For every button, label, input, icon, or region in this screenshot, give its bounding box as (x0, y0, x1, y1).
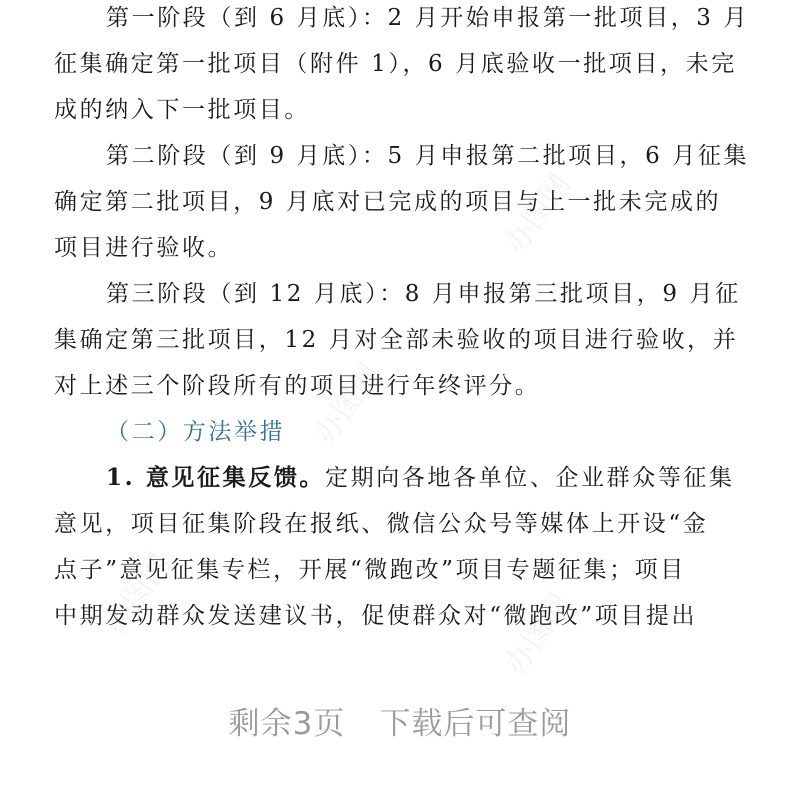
remaining-pages-label: 剩余3页 (228, 706, 346, 742)
measure1-lead: 1. 意见征集反馈。 (106, 464, 326, 491)
measure1-line3: 点子”意见征集专栏，开展“微跑改”项目专题征集；项目 (54, 557, 686, 583)
watermark-3: 办图网 (97, 547, 179, 641)
stage2-line2: 确定第二批项目，9 月底对已完成的项目与上一批未完成的 (54, 189, 722, 215)
download-prompt[interactable] (0, 698, 800, 743)
watermark-2: 办图网 (307, 357, 389, 451)
stage2-line1: 第二阶段（到 9 月底）：5 月申报第二批项目，6 月征集 (106, 143, 750, 169)
stage3-line1: 第三阶段（到 12 月底）：8 月申报第三批项目，9 月征 (106, 281, 741, 307)
stage1-line2: 征集确定第一批项目（附件 1），6 月底验收一批项目，未完 (54, 51, 737, 77)
stage1-line3: 成的纳入下一批项目。 (54, 97, 310, 123)
measure1-line1 (54, 455, 748, 501)
watermark-4: 办图网 (497, 587, 579, 681)
stage1-line1: 第一阶段（到 6 月底）：2 月开始申报第一批项目，3 月 (106, 5, 750, 31)
measure1-line2: 意见，项目征集阶段在报纸、微信公众号等媒体上开设“金 (54, 511, 709, 537)
stage3-line3: 对上述三个阶段所有的项目进行年终评分。 (54, 373, 541, 399)
stage3-line2: 集确定第三批项目，12 月对全部未验收的项目进行验收，并 (54, 327, 739, 353)
watermark-1: 办图网 (497, 167, 579, 261)
section-heading: （二）方法举措 (106, 419, 286, 445)
download-to-view-label[interactable]: 下载后可查阅 (379, 706, 572, 742)
measure1-line4: 中期发动群众发送建议书，促使群众对“微跑改”项目提出 (54, 603, 698, 629)
document-body (54, 0, 748, 639)
measure1-line1-rest: 定期向各地各单位、企业群众等征集 (325, 465, 735, 491)
stage2-line3: 项目进行验收。 (54, 235, 234, 261)
